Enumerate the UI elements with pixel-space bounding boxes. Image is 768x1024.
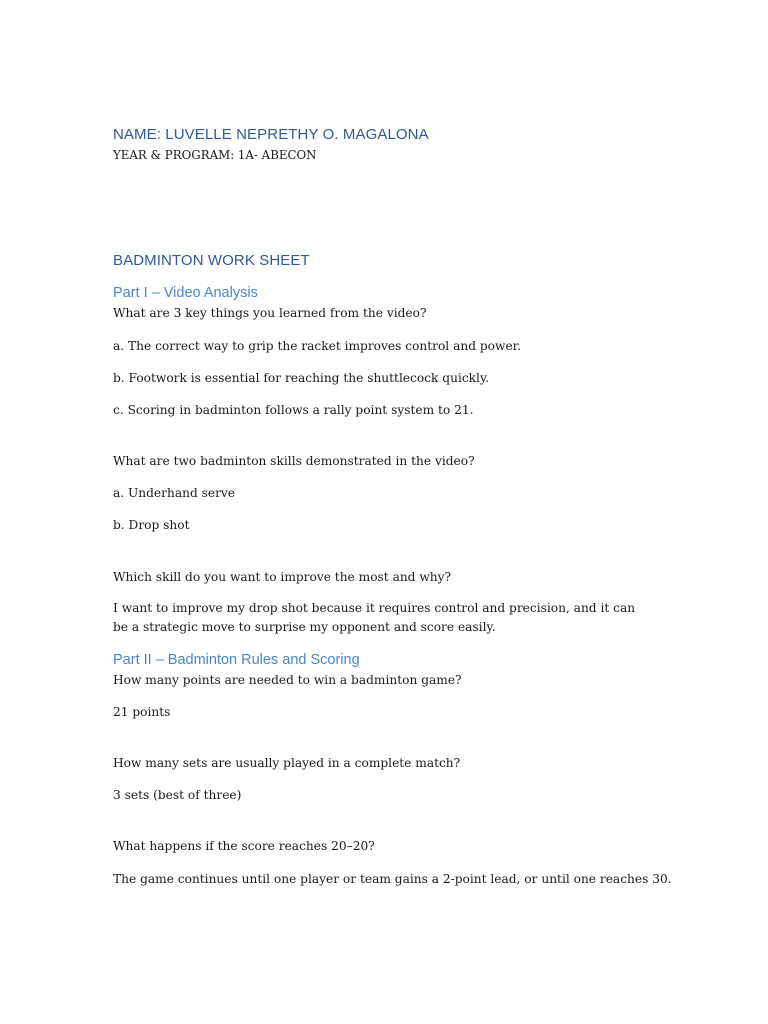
part1-answer-2b: b. Drop shot — [113, 518, 190, 532]
student-name: NAME: LUVELLE NEPRETHY O. MAGALONA — [113, 126, 429, 143]
part1-answer-1a: a. The correct way to grip the racket improves control and power. — [113, 339, 522, 353]
part2-answer-2: 3 sets (best of three) — [113, 788, 242, 802]
part1-answer-3: I want to improve my drop shot because it requires control and precision, and it can be a strategic move to surprise my opponent and score easily. — [113, 601, 636, 634]
part1-answer-1c: c. Scoring in badminton follows a rally point system to 21. — [113, 403, 474, 417]
worksheet-title: BADMINTON WORK SHEET — [113, 252, 310, 269]
part2-answer-1: 21 points — [113, 705, 171, 719]
part1-question-2: What are two badminton skills demonstrated in the video? — [113, 454, 475, 468]
part2-question-3: What happens if the score reaches 20–20? — [113, 839, 375, 853]
part2-question-1: How many points are needed to win a badminton game? — [113, 673, 462, 687]
part2-heading: Part II – Badminton Rules and Scoring — [113, 652, 360, 668]
part1-heading: Part I – Video Analysis — [113, 285, 258, 301]
part1-question-1: What are 3 key things you learned from the video? — [113, 306, 427, 320]
part1-answer-2a: a. Underhand serve — [113, 486, 236, 500]
part1-answer-1b: b. Footwork is essential for reaching the shuttlecock quickly. — [113, 371, 490, 385]
year-program: YEAR & PROGRAM: 1A- ABECON — [113, 148, 317, 162]
part1-question-3: Which skill do you want to improve the most and why? — [113, 570, 452, 584]
part2-answer-3: The game continues until one player or team gains a 2-point lead, or until one reaches 30. — [113, 872, 672, 886]
part2-question-2: How many sets are usually played in a complete match? — [113, 756, 461, 770]
